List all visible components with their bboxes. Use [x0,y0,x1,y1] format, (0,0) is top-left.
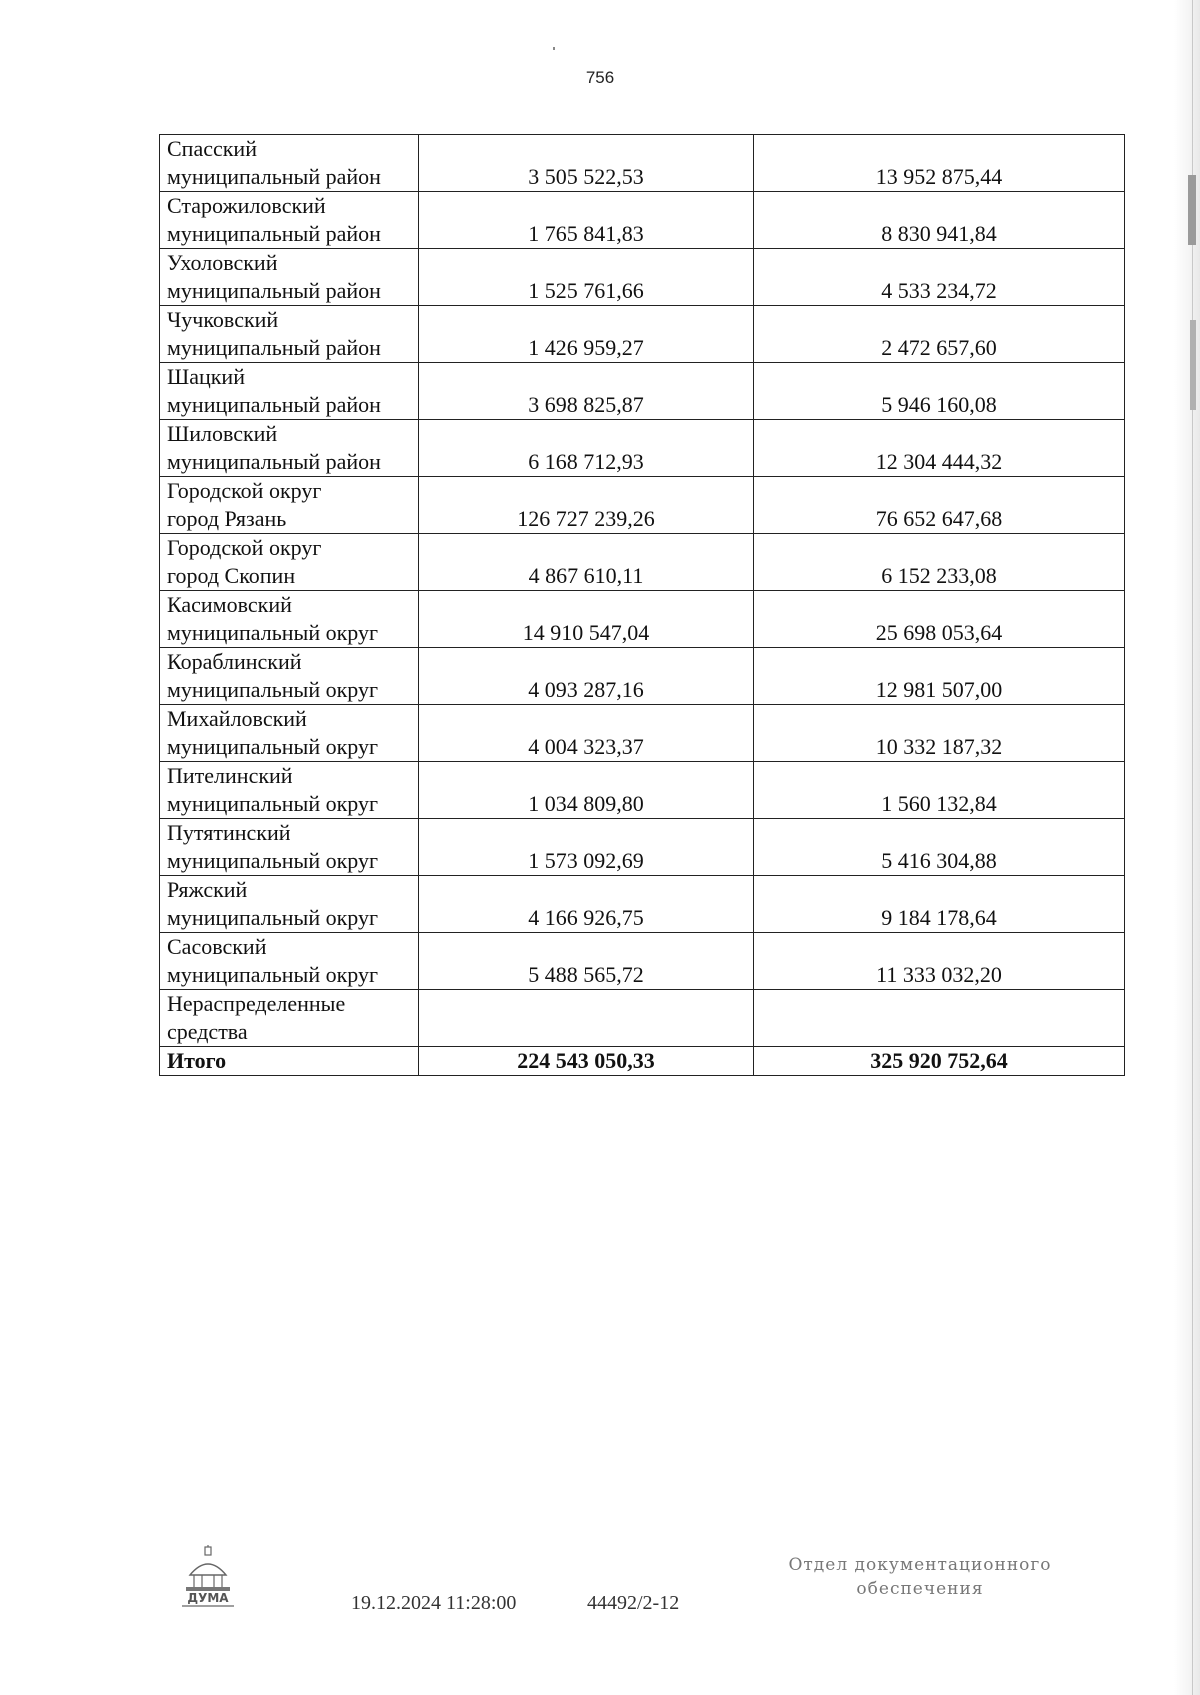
row-value-1: 5 488 565,72 [419,933,754,990]
row-value-1: 1 573 092,69 [419,819,754,876]
table-row [160,648,1125,705]
row-name-cell [160,762,419,819]
table-row [160,591,1125,648]
table-row [160,192,1125,249]
row-name-line-1: Шиловский [167,421,278,446]
row-value-1: 1 525 761,66 [419,249,754,306]
row-name-line-2: муниципальный округ [167,962,379,987]
page-number: 756 [585,68,615,87]
row-name-line-1: Нераспределенные [167,991,346,1016]
duma-logo [178,1545,238,1609]
row-name-line-1: Касимовский [167,592,292,617]
row-value-2: 12 981 507,00 [754,648,1125,705]
table-row [160,420,1125,477]
row-name-line-1: Сасовский [167,934,267,959]
row-name-line-1: Кораблинский [167,649,302,674]
row-name-cell [160,306,419,363]
row-value-2: 8 830 941,84 [754,192,1125,249]
table-row [160,135,1125,192]
row-value-2: 76 652 647,68 [754,477,1125,534]
row-value-2: 5 416 304,88 [754,819,1125,876]
row-value-1: 1 426 959,27 [419,306,754,363]
allocation-table [159,134,1125,1076]
table-row [160,534,1125,591]
row-value-2: 4 533 234,72 [754,249,1125,306]
row-name-line-2: муниципальный район [167,278,381,303]
row-value-1: 126 727 239,26 [419,477,754,534]
row-value-2: 11 333 032,20 [754,933,1125,990]
row-name-cell [160,477,419,534]
total-label: Итого [160,1047,419,1076]
row-name-line-1: Пителинский [167,763,293,788]
row-name-line-1: Городской округ [167,478,322,503]
row-name-line-2: муниципальный округ [167,848,379,873]
table-row [160,990,1125,1047]
row-value-1: 6 168 712,93 [419,420,754,477]
row-value-1: 4 004 323,37 [419,705,754,762]
row-name-line-2: муниципальный район [167,392,381,417]
row-value-2: 13 952 875,44 [754,135,1125,192]
scan-edge-mark [1188,175,1196,245]
row-name-line-1: Городской округ [167,535,322,560]
scan-edge-mark [1190,320,1196,410]
total-value-2: 325 920 752,64 [754,1047,1125,1076]
table-row [160,306,1125,363]
row-name-line-1: Ряжский [167,877,248,902]
row-value-1: 1 034 809,80 [419,762,754,819]
footer-datetime: 19.12.2024 11:28:00 [351,1592,517,1614]
table-row [160,819,1125,876]
row-name-line-2: муниципальный район [167,164,381,189]
row-name-cell [160,534,419,591]
table-body [160,135,1125,1076]
row-name-line-1: Спасский [167,136,257,161]
row-value-1: 4 093 287,16 [419,648,754,705]
row-value-2: 25 698 053,64 [754,591,1125,648]
row-name-line-2: муниципальный округ [167,620,379,645]
row-value-1 [419,990,754,1047]
row-name-cell [160,591,419,648]
stamp-line-1: Отдел документационного [788,1555,1052,1575]
row-name-line-1: Шацкий [167,364,245,389]
row-name-cell [160,648,419,705]
row-name-cell [160,990,419,1047]
row-value-2: 5 946 160,08 [754,363,1125,420]
row-name-line-1: Михайловский [167,706,307,731]
table-row [160,363,1125,420]
row-value-1: 4 867 610,11 [419,534,754,591]
row-value-1: 4 166 926,75 [419,876,754,933]
row-name-line-1: Путятинский [167,820,291,845]
table-row [160,477,1125,534]
table-row [160,762,1125,819]
row-name-cell [160,135,419,192]
scan-speck [553,47,555,50]
row-name-cell [160,705,419,762]
row-value-1: 3 505 522,53 [419,135,754,192]
department-stamp [760,1553,1080,1601]
row-name-line-1: Чучковский [167,307,279,332]
table-row [160,705,1125,762]
row-name-line-2: муниципальный округ [167,905,379,930]
table-row [160,933,1125,990]
row-name-line-2: муниципальный район [167,449,381,474]
row-name-line-2: средства [167,1019,248,1044]
row-name-line-2: муниципальный округ [167,791,379,816]
scan-edge-line [1192,0,1193,1695]
row-value-2 [754,990,1125,1047]
row-name-cell [160,819,419,876]
row-value-2: 2 472 657,60 [754,306,1125,363]
row-value-2: 9 184 178,64 [754,876,1125,933]
total-value-1: 224 543 050,33 [419,1047,754,1076]
row-name-line-1: Ухоловский [167,250,278,275]
row-name-line-2: город Рязань [167,506,287,531]
footer-doc-number: 44492/2-12 [587,1592,680,1614]
row-name-line-2: муниципальный округ [167,734,379,759]
row-value-1: 14 910 547,04 [419,591,754,648]
duma-logo-text: ДУМА [187,1591,229,1605]
scan-edge [1174,0,1200,1695]
row-name-cell [160,420,419,477]
row-name-line-2: муниципальный район [167,335,381,360]
table-row [160,876,1125,933]
row-name-line-1: Старожиловский [167,193,326,218]
table-row [160,249,1125,306]
row-name-cell [160,192,419,249]
total-row [160,1047,1125,1076]
row-value-2: 12 304 444,32 [754,420,1125,477]
row-value-1: 1 765 841,83 [419,192,754,249]
row-value-2: 10 332 187,32 [754,705,1125,762]
row-name-cell [160,249,419,306]
row-value-1: 3 698 825,87 [419,363,754,420]
stamp-line-2: обеспечения [856,1579,984,1599]
row-name-cell [160,363,419,420]
row-name-line-2: город Скопин [167,563,296,588]
row-name-line-2: муниципальный округ [167,677,379,702]
row-value-2: 1 560 132,84 [754,762,1125,819]
row-name-cell [160,876,419,933]
row-name-cell [160,933,419,990]
row-name-line-2: муниципальный район [167,221,381,246]
row-value-2: 6 152 233,08 [754,534,1125,591]
